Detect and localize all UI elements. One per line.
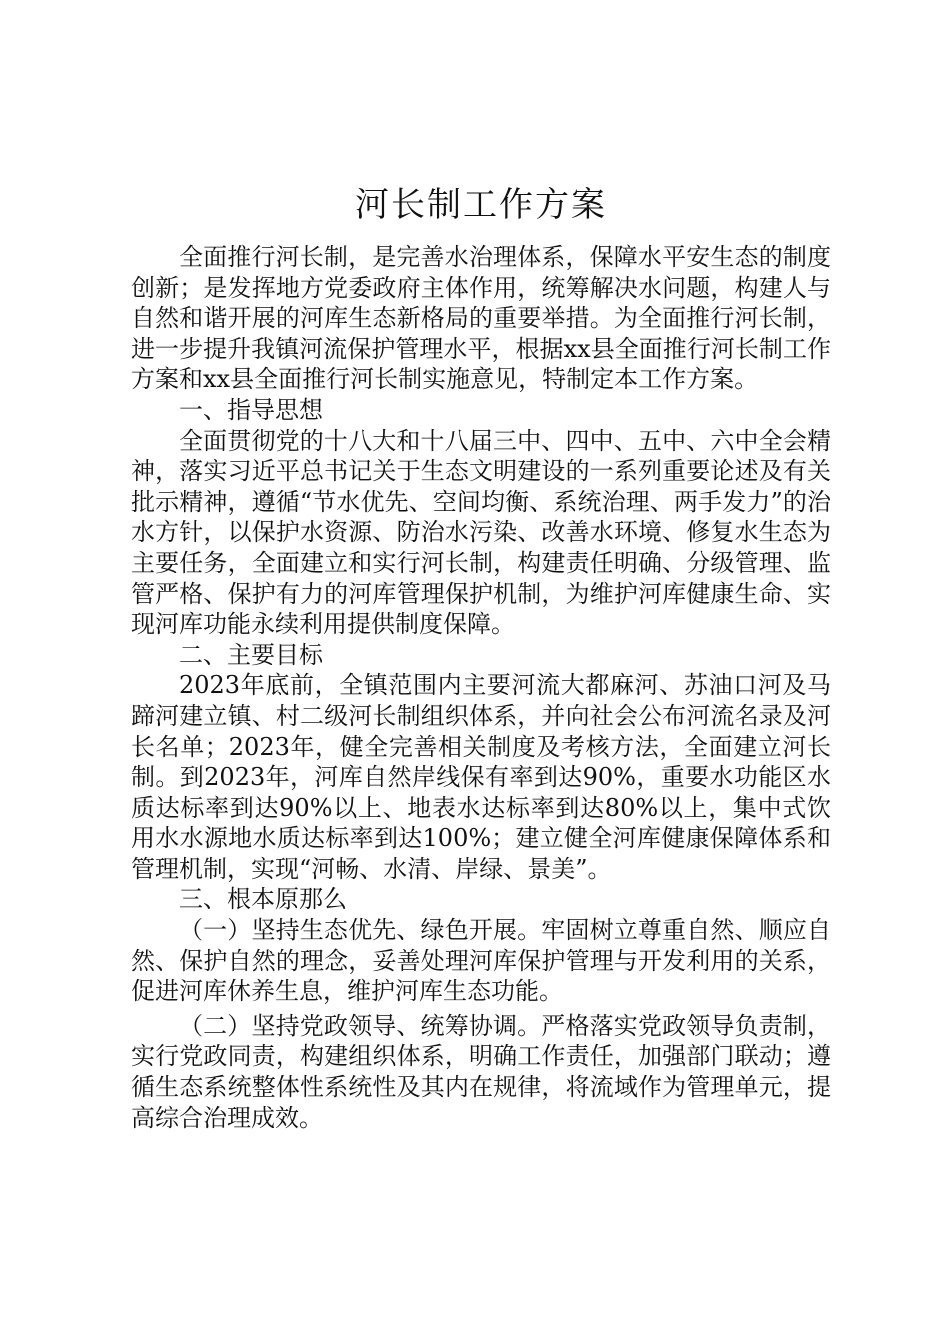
guiding-thought-paragraph: 全面贯彻党的十八大和十八届三中、四中、五中、六中全会精神，落实习近平总书记关于生态文明建设的一系列重要论述及有关批示精神，遵循“节水优先、空间均衡、系统治理、两手发力”的治水方针，以保护水资源、防治水污染、改善水环境、修复水生态为主要任务，全面建立和实行河长制，构建责任明确、分级管理、监管严格、保护有力的河库管理保护机制，为维护河库健康生命、实现河库功能永续利用提供制度保障。 [131,426,831,639]
principle-item-2: （二）坚持党政领导、统筹协调。严格落实党政领导负责制，实行党政同责，构建组织体系，明确工作责任，加强部门联动；遵循生态系统整体性系统性及其内在规律，将流域作为管理单元，提高综合治理成效。 [131,1011,831,1132]
main-goals-paragraph: 2023年底前，全镇范围内主要河流大都麻河、苏油口河及马蹄河建立镇、村二级河长制组织体系，并向社会公布河流名录及河长名单；2023年，健全完善相关制度及考核方法，全面建立河长制。到2023年，河库自然岸线保有率到达90%，重要水功能区水质达标率到达90%以上、地表水达标率到达80%以上，集中式饮用水水源地水质达标率到达100%；建立健全河库健康保障体系和管理机制，实现“河畅、水清、岸绿、景美”。 [131,671,831,883]
principle-item-1: （一）坚持生态优先、绿色开展。牢固树立尊重自然、顺应自然、保护自然的理念，妥善处理河库保护管理与开发利用的关系，促进河库休养生息，维护河库生态功能。 [131,916,831,1006]
intro-paragraph: 全面推行河长制，是完善水治理体系，保障水平安生态的制度创新；是发挥地方党委政府主体作用，统筹解决水问题，构建人与自然和谐开展的河库生态新格局的重要举措。为全面推行河长制，进一步提升我镇河流保护管理水平，根据xx县全面推行河长制工作方案和xx县全面推行河长制实施意见，特制定本工作方案。 [131,243,831,394]
section-heading-guiding-thought: 一、指导思想 [179,395,323,424]
document-title: 河长制工作方案 [355,185,607,225]
section-heading-basic-principles: 三、根本原那么 [179,885,347,914]
document-page [131,178,831,1133]
section-heading-main-goals: 二、主要目标 [179,640,323,669]
